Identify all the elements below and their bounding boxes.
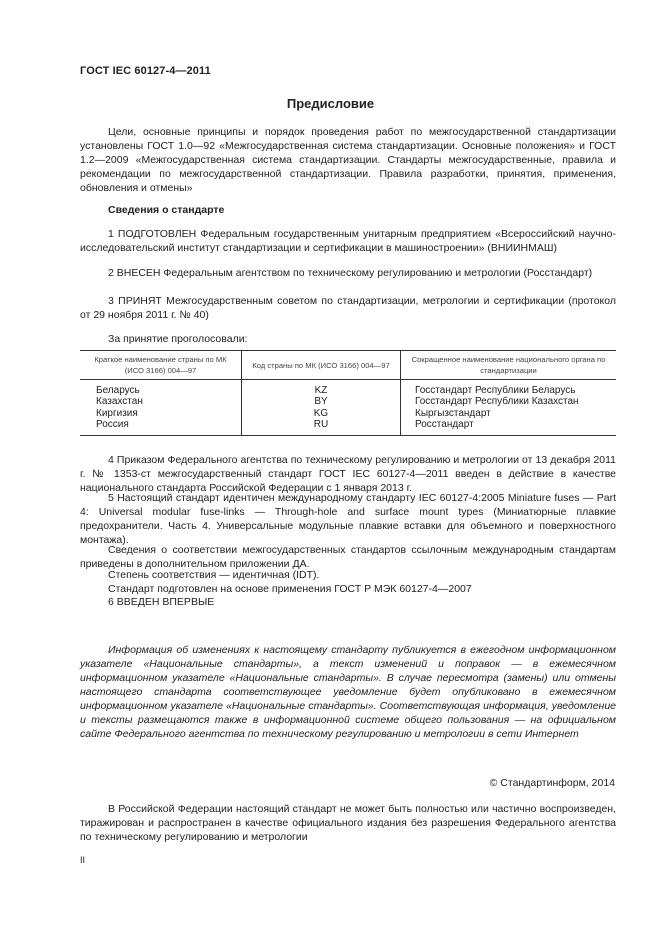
table-header-row bbox=[80, 351, 616, 380]
table-cell-code: BY bbox=[242, 396, 401, 407]
table-header-country: Краткое наименование страны по МК (ИСО 3166) 004—97 bbox=[80, 351, 242, 380]
table-cell-body: Госстандарт Республики Беларусь bbox=[415, 385, 576, 396]
table-cell-country: Россия bbox=[80, 419, 242, 435]
item-5 bbox=[80, 491, 616, 547]
table-row bbox=[80, 419, 616, 435]
table-cell-country: Киргизия bbox=[80, 408, 242, 419]
info-heading: Сведения о стандарте bbox=[108, 204, 225, 216]
changes-notice-text: Информация об изменениях к настоящему стандарту публикуется в ежегодном информационном указателе «Национальные стандарты», а текст изменений и поправок — в ежемесячном информационном указателе «Национальные стандарты». В случае пересмотра (замены) или отмены настоящего стандарта соответствующее уведомление будет опубликовано в ежемесячном информационном указателе «Национальные стандарты». Соответствующая информация, уведомление и тексты размещаются также в информационной системе общего пользования — на официальном сайте Федерального агентства по техническому регулированию и метрологии в сети Интернет bbox=[80, 644, 616, 740]
item-5-degree: Степень соответствия — идентичная (IDT). bbox=[108, 569, 320, 581]
voting-table bbox=[80, 350, 616, 436]
item-5-text: 5 Настоящий стандарт идентичен международному стандарту IEC 60127-4:2005 Miniature fuses — Part 4: Universal modular fuse-links — Through-hole and surface mount types (Миниатюрные плавкие предохранители. Часть 4. Универсальные модульные плавкие вставки для объемного и поверхностного монтажа). bbox=[80, 492, 616, 546]
item-4-text: 4 Приказом Федерального агентства по техническому регулированию и метрологии от 13 декабря 2011 г. № 1353-ст межгосударственный стандарт ГОСТ IEC 60127-4—2011 введен в действие в качестве национального стандарта Российской Федерации с 1 января 2013 г. bbox=[80, 454, 616, 494]
item-5-basis: Стандарт подготовлен на основе применения ГОСТ Р МЭК 60127-4—2007 bbox=[108, 583, 472, 595]
intro-paragraph bbox=[80, 125, 616, 195]
item-1-text: 1 ПОДГОТОВЛЕН Федеральным государственным унитарным предприятием «Всероссийский научно-исследовательский институт стандартизации и сертификации в машиностроении» (ВНИИНМАШ) bbox=[80, 228, 616, 254]
item-3-text: 3 ПРИНЯТ Межгосударственным советом по стандартизации, метрологии и сертификации (протокол от 29 ноября 2011 г. № 40) bbox=[80, 295, 616, 321]
table-row bbox=[80, 408, 616, 419]
voted-label: За принятие проголосовали: bbox=[108, 333, 248, 345]
item-5-references-text: Сведения о соответствии межгосударственных стандартов ссылочным международным стандартам приведены в дополнительном приложении ДА. bbox=[80, 544, 616, 570]
table-row bbox=[80, 396, 616, 407]
item-5-references bbox=[80, 543, 616, 571]
item-2 bbox=[80, 266, 616, 280]
page-title: Предисловие bbox=[286, 96, 375, 111]
table-cell-body: Госстандарт Республики Казахстан bbox=[415, 396, 579, 408]
item-4 bbox=[80, 453, 616, 495]
table-header-body: Сокращенное наименование национального органа по стандартизации bbox=[401, 351, 617, 380]
reproduction-restriction bbox=[80, 802, 616, 844]
item-2-text: 2 ВНЕСЕН Федеральным агентством по техническому регулированию и метрологии (Росстандарт) bbox=[108, 267, 593, 279]
item-1 bbox=[80, 227, 616, 255]
document-header: ГОСТ IEC 60127-4—2011 bbox=[80, 65, 211, 77]
item-3 bbox=[80, 294, 616, 322]
table-cell-country: Казахстан bbox=[80, 396, 242, 407]
table-row bbox=[80, 380, 616, 397]
item-6: 6 ВВЕДЕН ВПЕРВЫЕ bbox=[108, 596, 215, 608]
copyright: © Стандартинформ, 2014 bbox=[489, 777, 615, 789]
intro-text: Цели, основные принципы и порядок проведения работ по межгосударственной стандартизации установлены ГОСТ 1.0—92 «Межгосударственная система стандартизации. Основные положения» и ГОСТ 1.2—2009 «Межгосударственная система стандартизации. Стандарты межгосударственные, правила и рекомендации по межгосударственной стандартизации. Правила разработки, принятия, применения, обновления и отмены» bbox=[80, 126, 616, 194]
table-header-code: Код страны по МК (ИСО 3166) 004—97 bbox=[242, 351, 401, 380]
changes-notice bbox=[80, 643, 616, 741]
table-cell-body: Кыргызстандарт bbox=[415, 407, 491, 419]
reproduction-restriction-text: В Российской Федерации настоящий стандарт не может быть полностью или частично воспроизведен, тиражирован и распространен в качестве официального издания без разрешения Федерального агентства по техническому регулированию и метрологии bbox=[80, 803, 616, 843]
page-number: II bbox=[80, 855, 86, 865]
table-cell-body: Росстандарт bbox=[401, 419, 617, 435]
table-cell-code: KG bbox=[242, 408, 401, 419]
table-cell-code: KZ bbox=[242, 380, 401, 397]
table-cell-country: Беларусь bbox=[80, 380, 242, 397]
table-cell-code: RU bbox=[242, 419, 401, 435]
